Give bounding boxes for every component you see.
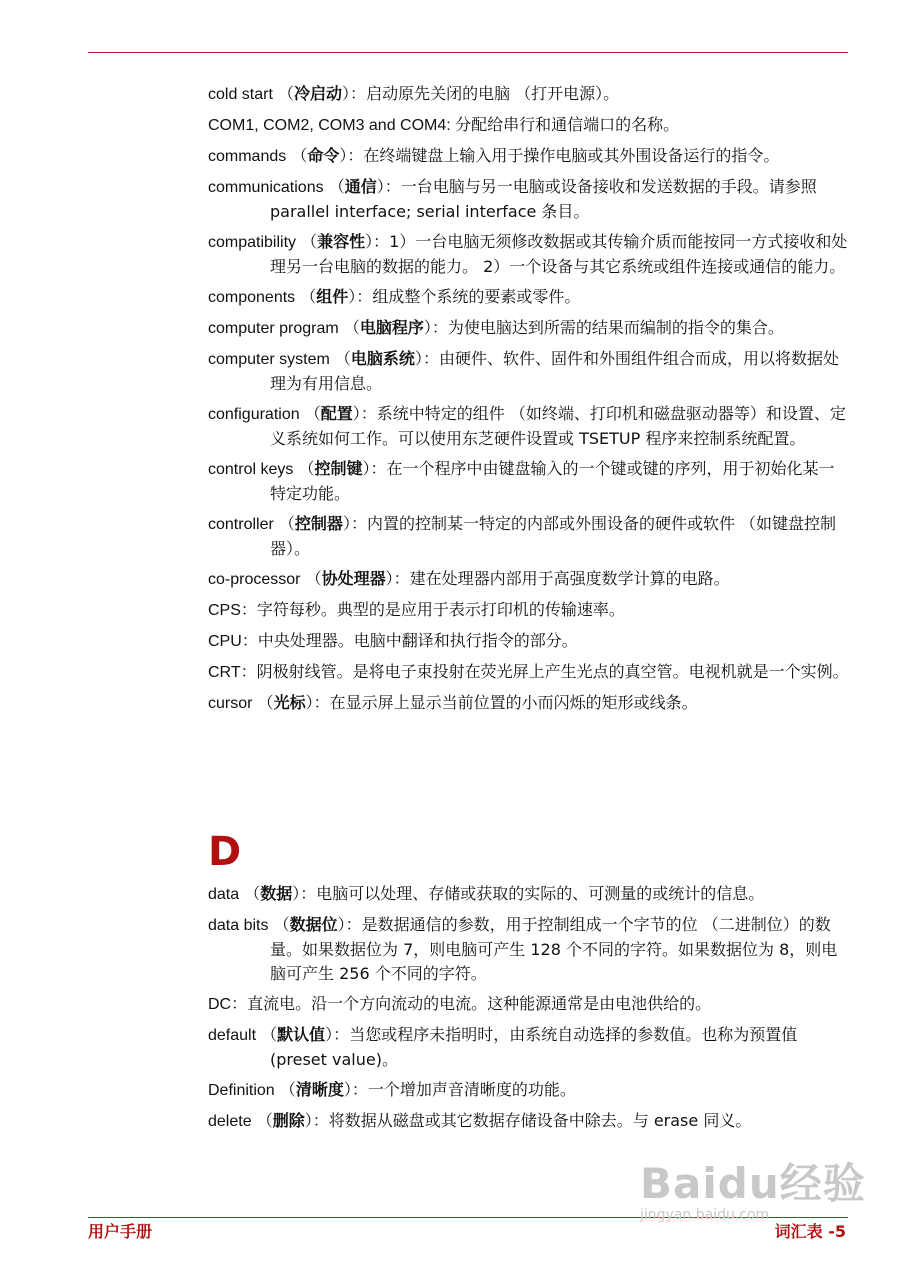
entry-term: compatibility bbox=[208, 234, 297, 251]
entry-definition: 分配给串行和通信端口的名称。 bbox=[455, 115, 680, 134]
glossary-entry bbox=[208, 175, 850, 224]
entry-chinese-term: （ 默认值 ）： bbox=[261, 1025, 349, 1044]
entry-chinese-term: （ 配置 ）： bbox=[305, 404, 377, 423]
entry-definition: 在终端键盘上输入用于操作电脑或其外围设备运行的指令。 bbox=[363, 146, 780, 165]
entry-chinese-term: （ 数据位 ）： bbox=[274, 915, 362, 934]
footer-rule bbox=[88, 1217, 848, 1218]
glossary-entry bbox=[208, 230, 850, 279]
glossary-entry bbox=[208, 402, 850, 451]
entry-term: computer system bbox=[208, 351, 330, 368]
entry-term: co-processor bbox=[208, 571, 301, 588]
entry-chinese-term: （ 电脑程序 ）： bbox=[344, 318, 448, 337]
entry-term: components bbox=[208, 289, 296, 306]
entry-chinese-term: （ 控制器 ）： bbox=[279, 514, 367, 533]
header-rule bbox=[88, 52, 848, 53]
glossary-entry bbox=[208, 660, 850, 685]
entry-definition: 是数据通信的参数，用于控制组成一个字节的位 （二进制位）的数量。如果数据位为 7，则电脑可产生 128 个不同的字符。如果数据位为 8，则电脑可产生 256 个不同的字符。 bbox=[270, 915, 838, 983]
entry-definition: 系统中特定的组件 （如终端、打印机和磁盘驱动器等）和设置、定义系统如何工作。可以使用东芝硬件设置或 TSETUP 程序来控制系统配置。 bbox=[270, 404, 846, 448]
glossary-entry bbox=[208, 691, 850, 716]
entry-term: cursor bbox=[208, 695, 253, 712]
entry-definition: 1）一台电脑无须修改数据或其传输介质而能按同一方式接收和处理另一台电脑的数据的能力。 2）一个设备与其它系统或组件连接或通信的能力。 bbox=[270, 232, 848, 276]
glossary-entry bbox=[208, 113, 850, 138]
entry-definition: 电脑可以处理、存储或获取的实际的、可测量的或统计的信息。 bbox=[316, 884, 765, 903]
glossary-entry bbox=[208, 457, 850, 506]
entry-definition: 一个增加声音清晰度的功能。 bbox=[367, 1080, 576, 1099]
entry-term: communications bbox=[208, 179, 324, 196]
entry-definition: 在显示屏上显示当前位置的小而闪烁的矩形或线条。 bbox=[329, 693, 698, 712]
glossary-entry bbox=[208, 913, 850, 986]
glossary-entry bbox=[208, 1078, 850, 1103]
glossary-entry bbox=[208, 992, 850, 1017]
footer-page-number: 词汇表 -5 bbox=[774, 1222, 846, 1241]
entry-term: DC： bbox=[208, 996, 248, 1013]
glossary-entry bbox=[208, 285, 850, 310]
entry-term: delete bbox=[208, 1113, 252, 1130]
entry-term: control keys bbox=[208, 461, 294, 478]
entry-definition: 启动原先关闭的电脑 （打开电源）。 bbox=[366, 84, 620, 103]
entry-definition: 一台电脑与另一电脑或设备接收和发送数据的手段。请参照 parallel interface; serial interface 条目。 bbox=[270, 177, 817, 221]
entry-chinese-term: （ 控制键 ）： bbox=[298, 459, 386, 478]
glossary-entry bbox=[208, 1023, 850, 1072]
entry-term: Definition bbox=[208, 1082, 275, 1099]
glossary-entry bbox=[208, 629, 850, 654]
glossary-section-d bbox=[208, 882, 850, 1140]
entry-chinese-term: （ 冷启动 ）： bbox=[278, 84, 366, 103]
glossary-entry bbox=[208, 347, 850, 396]
entry-definition: 中央处理器。电脑中翻译和执行指令的部分。 bbox=[257, 631, 578, 650]
entry-chinese-term: （ 通信 ）： bbox=[329, 177, 401, 196]
entry-chinese-term: （ 删除 ）： bbox=[257, 1111, 329, 1130]
entry-definition: 内置的控制某一特定的内部或外围设备的硬件或软件 （如键盘控制器）。 bbox=[270, 514, 837, 558]
glossary-entry bbox=[208, 512, 850, 561]
watermark-url: jingyan.baidu.com bbox=[640, 1207, 770, 1223]
footer-manual-title: 用户手册 bbox=[88, 1222, 153, 1241]
entry-definition: 将数据从磁盘或其它数据存储设备中除去。与 erase 同义。 bbox=[328, 1111, 752, 1130]
entry-term: COM1, COM2, COM3 and COM4: bbox=[208, 117, 456, 134]
entry-chinese-term: （ 协处理器 ）： bbox=[306, 569, 410, 588]
entry-chinese-term: （ 数据 ）： bbox=[244, 884, 316, 903]
entry-definition: 为使电脑达到所需的结果而编制的指令的集合。 bbox=[447, 318, 784, 337]
glossary-entry bbox=[208, 598, 850, 623]
entry-chinese-term: （ 组件 ）： bbox=[300, 287, 372, 306]
entry-chinese-term: （ 电脑系统 ）： bbox=[335, 349, 439, 368]
entry-term: cold start bbox=[208, 86, 273, 103]
entry-term: data bbox=[208, 886, 240, 903]
entry-term: configuration bbox=[208, 406, 300, 423]
entry-term: commands bbox=[208, 148, 287, 165]
entry-chinese-term: （ 命令 ）： bbox=[291, 146, 363, 165]
glossary-entry bbox=[208, 567, 850, 592]
entry-term: CRT： bbox=[208, 664, 257, 681]
glossary-entry bbox=[208, 144, 850, 169]
entry-definition: 阴极射线管。是将电子束投射在荧光屏上产生光点的真空管。电视机就是一个实例。 bbox=[256, 662, 849, 681]
entry-definition: 组成整个系统的要素或零件。 bbox=[372, 287, 581, 306]
entry-term: default bbox=[208, 1027, 257, 1044]
entry-definition: 建在处理器内部用于高强度数学计算的电路。 bbox=[409, 569, 730, 588]
entry-term: data bits bbox=[208, 917, 269, 934]
entry-term: CPU： bbox=[208, 633, 258, 650]
section-heading-d: D bbox=[208, 829, 242, 875]
entry-definition: 当您或程序未指明时，由系统自动选择的参数值。也称为预置值 (preset value)。 bbox=[270, 1025, 798, 1069]
glossary-entry bbox=[208, 1109, 850, 1134]
entry-term: CPS： bbox=[208, 602, 257, 619]
glossary-section-c bbox=[208, 82, 850, 722]
entry-term: computer program bbox=[208, 320, 339, 337]
entry-definition: 由硬件、软件、固件和外围组件组合而成，用以将数据处理为有用信息。 bbox=[270, 349, 839, 393]
entry-definition: 字符每秒。典型的是应用于表示打印机的传输速率。 bbox=[256, 600, 625, 619]
entry-chinese-term: （ 兼容性 ）： bbox=[301, 232, 389, 251]
glossary-entry bbox=[208, 882, 850, 907]
entry-definition: 在一个程序中由键盘输入的一个键或键的序列，用于初始化某一特定功能。 bbox=[270, 459, 835, 503]
glossary-entry bbox=[208, 82, 850, 107]
entry-chinese-term: （ 清晰度 ）： bbox=[280, 1080, 368, 1099]
watermark-logo-text: Baidu经验 bbox=[640, 1159, 866, 1208]
entry-term: controller bbox=[208, 516, 274, 533]
glossary-entry bbox=[208, 316, 850, 341]
entry-definition: 直流电。沿一个方向流动的电流。这种能源通常是由电池供给的。 bbox=[247, 994, 712, 1013]
entry-chinese-term: （ 光标 ）： bbox=[258, 693, 330, 712]
